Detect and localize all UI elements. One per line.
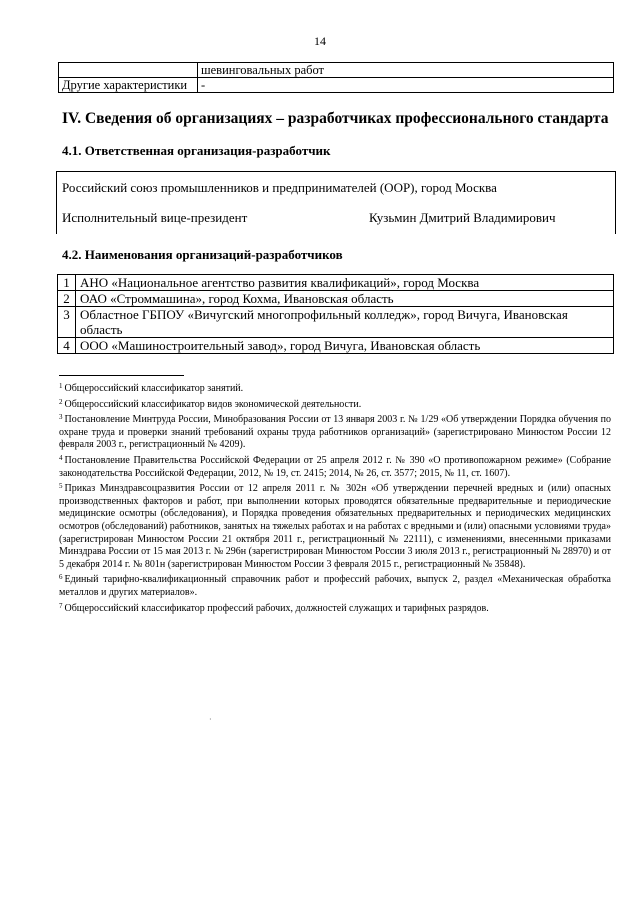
responsible-org-name: Российский союз промышленников и предпринимателей (ООР), город Москва	[62, 180, 497, 195]
table-row	[58, 307, 614, 338]
footnote	[59, 480, 611, 571]
footnote-text: Общероссийский классификатор профессий рабочих, должностей служащих и тарифных разрядов.	[64, 602, 489, 614]
footnote-number: 2	[59, 397, 63, 406]
footnote-number: 7	[59, 601, 63, 610]
footnote-number: 4	[59, 453, 63, 462]
scan-speck: ·	[209, 715, 212, 724]
organization-name: ООО «Машиностроительный завод», город Вичуга, Ивановская область	[76, 338, 614, 354]
row-number: 4	[58, 338, 76, 354]
footnote	[59, 411, 611, 452]
table-row	[59, 78, 614, 93]
footnote-separator	[59, 375, 184, 376]
table-row	[58, 291, 614, 307]
footnote-text: Приказ Минздравсоцразвития России от 12 апреля 2011 г. № 302н «Об утверждении перечней вредных и (или) опасных производственных факторов и работ, при выполнении которых проводятся обязательные предварительные и периодические медицинские осмотры (обследования), и Порядка проведения обязательных предварительных и периодических медицинских осмотров (обследований) работников, занятых на тяжелых работах и на работах с вредными и (или) опасными условиями труда» (зарегистрирован Минюстом России 21 октября 2011 г., регистрационный № 22111), с изменениями, внесенными приказами Минздрава России от 15 мая 2013 г. № 296н (зарегистрирован Минюстом России 3 июля 2013 г., регистрационный № 28970) и от 5 декабря 2014 г. № 801н (зарегистрирован Минюстом России 3 февраля 2015 г., регистрационный № 35848).	[59, 483, 611, 570]
responsible-org-heading: 4.1. Ответственная организация-разработчик	[62, 143, 331, 158]
footnote	[59, 396, 611, 412]
developers-table	[57, 274, 614, 354]
organization-name: АНО «Национальное агентство развития квалификаций», город Москва	[76, 275, 614, 291]
footnote-text: Постановление Минтруда России, Минобразования России от 13 января 2003 г. № 1/29 «Об утверждении Порядка обучения по охране труда и проверки знаний требований охраны труда работников организаций» (зарегистрировано Минюстом России 12 февраля 2003 г., регистрационный № 4209).	[59, 414, 611, 451]
footnote-number: 1	[59, 382, 63, 390]
footnotes	[59, 380, 611, 615]
responsible-person: Кузьмин Дмитрий Владимирович	[369, 210, 556, 225]
footnote-text: Постановление Правительства Российской Федерации от 25 апреля 2012 г. № 390 «О противопожарном режиме» (Собрание законодательства Российской Федерации, 2012, № 19, ст. 2415; 2014, № 26, ст. 3577; 2015, № 11, ст. 1607).	[59, 454, 611, 479]
footnote	[59, 380, 611, 396]
organization-name: Областное ГБПОУ «Вичугский многопрофильный колледж», город Вичуга, Ивановская область	[76, 307, 614, 338]
footnote-number: 6	[59, 573, 63, 582]
row-number: 1	[58, 275, 76, 291]
table-cell-label: Другие характеристики	[59, 78, 198, 93]
footnote	[59, 571, 611, 599]
footnote-number: 5	[59, 482, 63, 491]
footnote-text: Единый тарифно-квалификационный справочник работ и профессий рабочих, выпуск 2, раздел «Механическая обработка металлов и других материалов».	[59, 574, 611, 598]
responsible-position: Исполнительный вице-президент	[62, 210, 248, 225]
table-row	[58, 275, 614, 291]
page-number: 14	[314, 34, 326, 48]
footnote	[59, 452, 611, 480]
footnote	[59, 600, 611, 616]
footnote-text: Общероссийский классификатор видов экономической деятельности.	[64, 398, 362, 410]
table-row	[59, 63, 614, 78]
table-cell-value: шевинговальных работ	[198, 63, 614, 78]
developers-heading: 4.2. Наименования организаций-разработчиков	[62, 247, 343, 262]
section-title: IV. Сведения об организациях – разработчиках профессионального стандарта	[62, 110, 609, 127]
table-cell-label	[59, 63, 198, 78]
footnote-number: 3	[59, 413, 63, 422]
organization-name: ОАО «Строммашина», город Кохма, Ивановская область	[76, 291, 614, 307]
table-row	[58, 338, 614, 354]
row-number: 3	[58, 307, 76, 338]
row-number: 2	[58, 291, 76, 307]
characteristics-table	[58, 62, 614, 93]
footnote-text: Общероссийский классификатор занятий.	[64, 383, 244, 394]
table-cell-value: -	[198, 78, 614, 93]
responsible-org-box	[56, 171, 616, 234]
